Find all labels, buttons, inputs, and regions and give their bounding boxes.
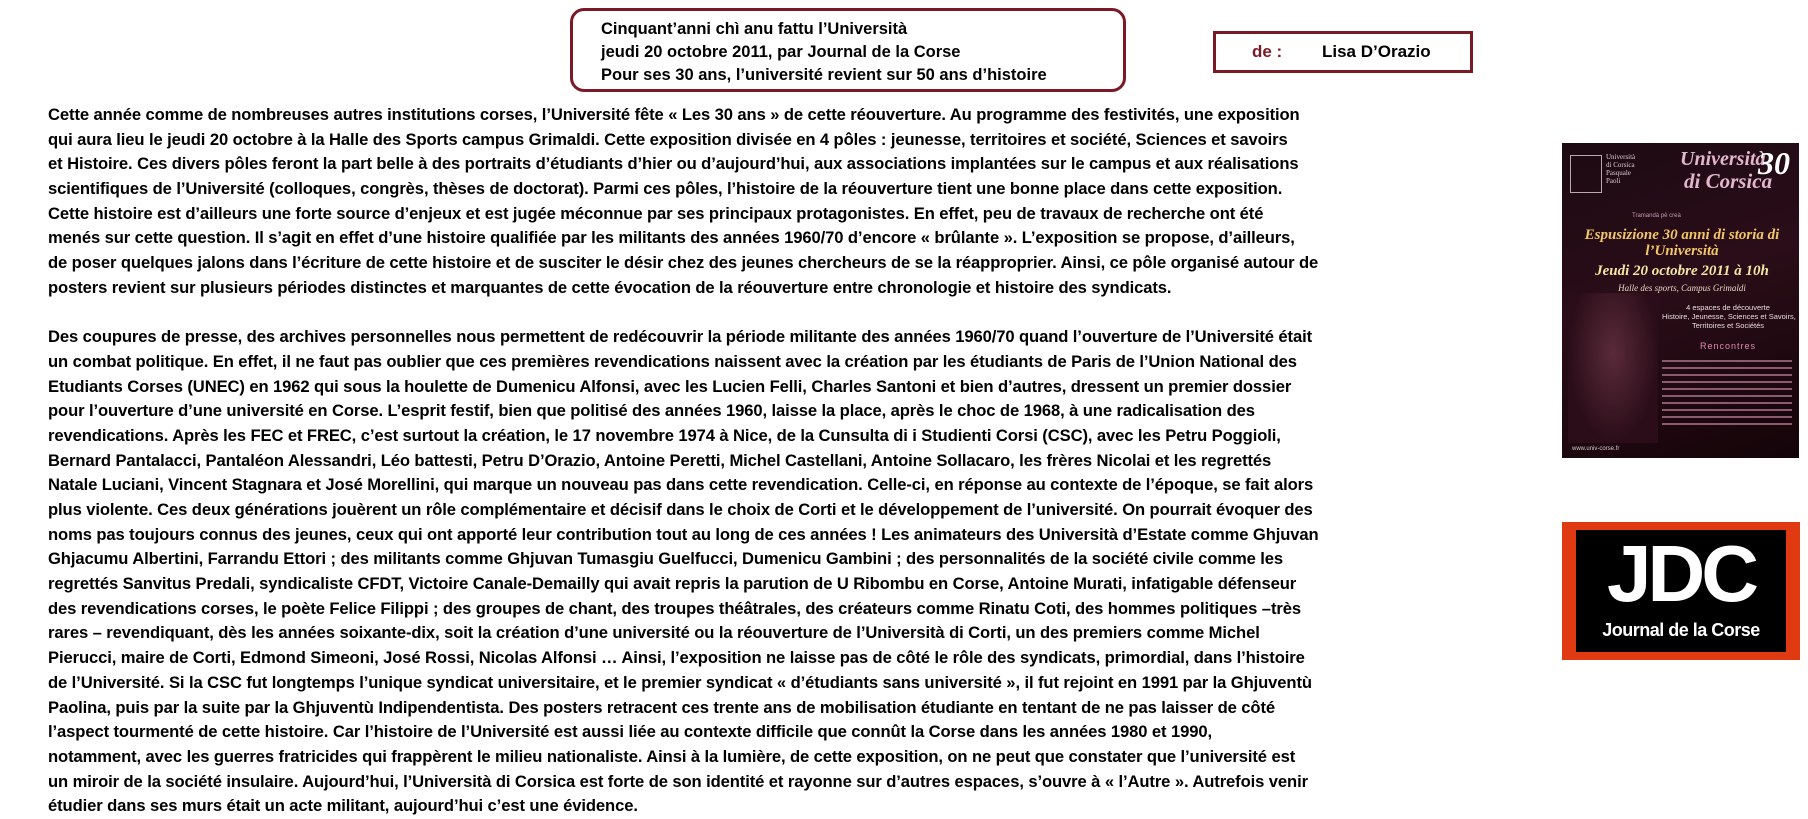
paragraph-line: des revendications corses, le poète Felice Filippi ; des groupes de chant, des troupes théâtrales, des créateurs comme Rinatu Coti, des hommes politiques –très: [48, 598, 1301, 618]
paragraph-line: Etudiants Corses (UNEC) en 1962 qui sous la houlette de Dumenicu Alfonsi, avec les Lucien Felli, Charles Santoni et bien d’autres, dressent un premier dossier: [48, 376, 1292, 396]
poster-expo-title: Espusizione 30 anni di storia di l’Università: [1584, 227, 1780, 259]
paragraph-line: scientifiques de l’Université (colloques, congrès, thèses de doctorat). Parmi ces pôles, l’histoire de la réouverture tient une bonne place dans cette exposition.: [48, 179, 1283, 199]
headline-box: [570, 8, 1126, 92]
paragraph-line: de l’Université. Si la CSC fut longtemps l’unique syndicat universitaire, et le premier syndicat « d’étudiants sans université », il fut rejoint en 1991 par la Ghjuventù: [48, 672, 1312, 692]
headline-subtitle: Pour ses 30 ans, l’université revient sur 50 ans d’histoire: [601, 66, 1047, 84]
paragraph-line: Ghjacumu Albertini, Farrandu Ettori ; des militants comme Ghjuvan Tumasgiu Guelfucci, Dumenicu Gambini ; des personnalités de la société civile comme les: [48, 549, 1284, 569]
paragraph-line: pour l’ouverture d’une université en Corse. L’esprit festif, bien que politisé des années 1960, laisse la place, après le choc de 1968, à une radicalisation des: [48, 401, 1255, 421]
paragraph-line: de poser quelques jalons dans l’écriture de cette histoire et de susciter le désir chez des jeunes chercheurs de se la réapproprier. Ainsi, ce pôle organisé autour de: [48, 253, 1319, 273]
paragraph-line: noms pas toujours connus des jeunes, ceux qui ont apporté leur contribution tout au long de ces années ! Les animateurs des Università d’Estate comme Ghjuvan: [48, 524, 1319, 544]
poster-tagline: Tramandà pè creà: [1632, 213, 1681, 219]
paragraph-line: Bernard Pantalacci, Pantaléon Alessandri, Léo battesti, Petru D’Orazio, Antoine Peretti, Michel Castellani, Antoine Sollacaro, les frères Nicolai et les regrettés: [48, 450, 1272, 470]
poster-espaces: 4 espaces de découverte Histoire, Jeunesse, Sciences et Savoirs, Territoires et Sociétés: [1662, 303, 1796, 330]
jdc-logo-subtitle: Journal de la Corse: [1602, 620, 1760, 640]
poster-figure-illustration: [1568, 293, 1658, 443]
author-box: [1213, 31, 1473, 73]
author-prefix: de :: [1252, 42, 1283, 61]
poster-date: Jeudi 20 octobre 2011 à 10h: [1595, 263, 1769, 279]
headline-title: Cinquant’anni chì anu fattu l’Università: [601, 20, 908, 38]
paragraph-line: un miroir de la société insulaire. Aujourd’hui, l’Università di Corsica est forte de son identité et rayonne sur d’autres espaces, s’ouvre à « l’Autre ». Autrefois venir: [48, 771, 1308, 791]
poster-place: Halle des sports, Campus Grimaldi: [1618, 283, 1746, 293]
poster-brand-line2: di Corsica: [1684, 169, 1773, 193]
paragraph-line: étudier dans ses murs était un acte militant, aujourd’hui c’est une évidence.: [48, 796, 638, 816]
university-logo-icon: [1570, 155, 1602, 193]
paragraph-line: Cette année comme de nombreuses autres institutions corses, l’Université fête « Les 30 ans » de cette réouverture. Au programme des festivités, une exposition: [48, 105, 1300, 124]
paragraph-line: notamment, avec les guerres fratricides qui frappèrent le milieu nationaliste. Ainsi à la lumière, de cette exposition, on ne peut que constater que l’université est: [48, 746, 1296, 766]
paragraph-line: posters revient sur plusieurs périodes distinctes et marquantes de cette évocation de la réouverture entre chronologie et histoire des syndicats.: [48, 277, 1172, 297]
article-paragraph-2: [48, 325, 1538, 819]
paragraph-line: revendications. Après les FEC et FREC, c’est surtout la création, le 17 novembre 1974 à Nice, de la Cunsulta di i Studienti Corsi (CSC), avec les Petru Poggioli,: [48, 425, 1281, 445]
paragraph-spacer: [48, 301, 1538, 326]
headline-date-source: jeudi 20 octobre 2011, par Journal de la Corse: [601, 43, 961, 61]
poster-program-lines: [1662, 355, 1792, 430]
paragraph-line: qui aura lieu le jeudi 20 octobre à la Halle des Sports campus Grimaldi. Cette exposition divisée en 4 pôles : jeunesse, territoires et société, Sciences et savoirs: [48, 129, 1288, 149]
paragraph-line: l’aspect tourmenté de cette histoire. Car l’histoire de l’Université est aussi liée au contexte difficile que connût la Corse dans les années 1980 et 1990,: [48, 722, 1213, 742]
poster-brand-line1: Università: [1680, 148, 1766, 170]
jdc-logo: [1562, 522, 1800, 660]
paragraph-line: plus violente. Ces deux générations jouèrent un rôle complémentaire et décisif dans le choix de Corti et le développement de l’université. On pourrait évoquer des: [48, 500, 1313, 519]
paragraph-line: regrettés Sanvitus Predali, syndicaliste CFDT, Victoire Canale-Demailly qui avait repris la parution de U Ribombu en Corse, Antoine Murati, infatigable défenseur: [48, 574, 1297, 594]
paragraph-line: et Histoire. Ces divers pôles feront la part belle à des portraits d’étudiants d’hier ou d’aujourd’hui, aux associations implantées sur le campus et aux réalisations: [48, 154, 1299, 174]
event-poster-image: [1562, 143, 1799, 458]
paragraph-line: menés sur cette question. Il s’agit en effet d’une histoire qualifiée par les militants des années 1960/70 d’encore « brûlante ». L’exposition se propose, d’ailleurs,: [48, 228, 1295, 248]
paragraph-line: rares – revendiquant, dès les années soixante-dix, soit la création d’une université ou la réouverture de l’Università di Corti, un des premiers comme Michel: [48, 623, 1260, 643]
paragraph-line: Paolina, puis par la suite par la Ghjuventù Indipendentista. Des posters retracent ces trente ans de mobilisation étudiante en tentant de ne pas laisser de côté: [48, 697, 1276, 717]
poster-rencontres-heading: Rencontres: [1699, 341, 1757, 351]
poster-anniversary-number: 30: [1758, 145, 1790, 181]
article-body: [48, 103, 1538, 819]
paragraph-line: Des coupures de presse, des archives personnelles nous permettent de redécouvrir la période militante des années 1960/70 quand l’ouverture de l’Université était: [48, 327, 1313, 347]
article-paragraph-1: [48, 103, 1538, 301]
paragraph-line: Natale Luciani, Vincent Stagnara et José Morellini, qui marque un nouveau pas dans cette revendication. Celle-ci, en réponse au contexte de l’époque, se fait alors: [48, 475, 1314, 495]
author-name: Lisa D’Orazio: [1322, 42, 1431, 61]
paragraph-line: un combat politique. En effet, il ne faut pas oublier que ces premières revendications naissent avec la création par les étudiants de Paris de l’Union National des: [48, 351, 1297, 371]
poster-logo-text: Università di Corsica Pasquale Paoli: [1606, 153, 1636, 185]
paragraph-line: Pierucci, maire de Corti, Edmond Simeoni, José Rossi, Nicolas Alfonsi … Ainsi, l’exposition ne laisse pas de côté le rôle des syndicats, primordial, dans l’histoire: [48, 648, 1305, 668]
jdc-logo-letters: JDC: [1606, 529, 1756, 618]
paragraph-line: Cette histoire est d’ailleurs une forte source d’enjeux et est jugée méconnue par ses principaux protagonistes. En effet, peu de travaux de recherche ont été: [48, 203, 1264, 223]
poster-url: www.univ-corse.fr: [1572, 446, 1620, 452]
jdc-logo-panel: [1576, 530, 1786, 652]
